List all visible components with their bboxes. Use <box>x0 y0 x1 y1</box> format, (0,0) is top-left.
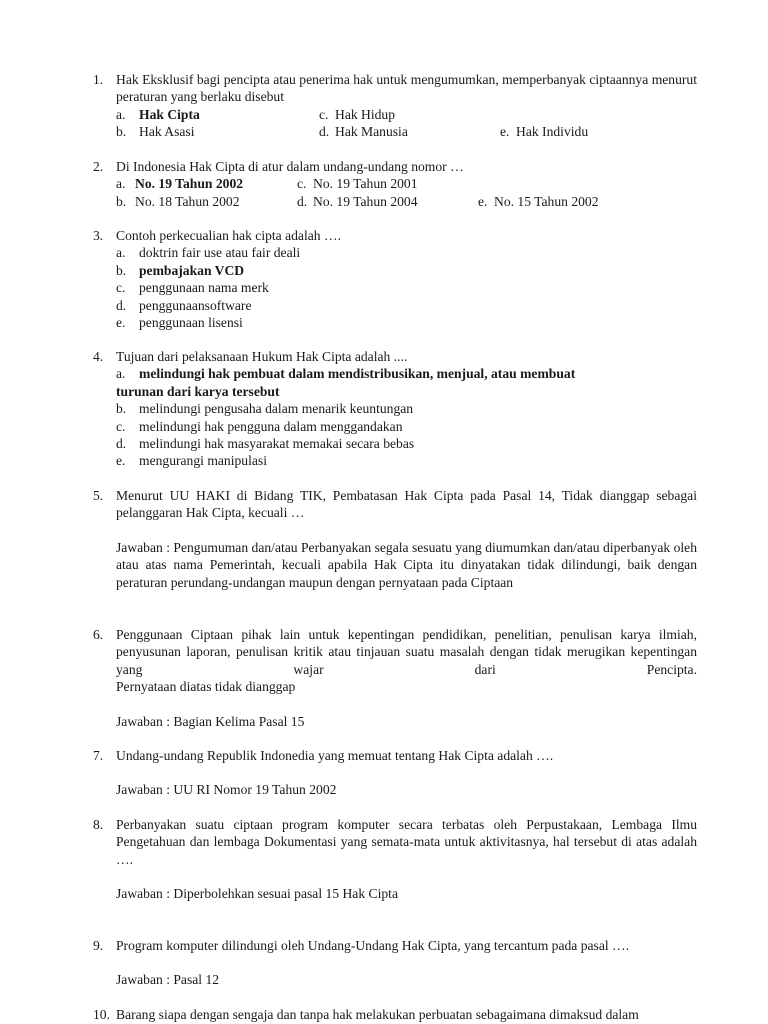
question-number: 3. <box>93 228 104 243</box>
option-text: Hak Individu <box>516 124 589 140</box>
option-item <box>116 244 697 261</box>
option-letter: a. <box>116 366 126 382</box>
question-text-cont: Pernyataan diatas tidak dianggap <box>116 679 296 695</box>
option-text: melindungi hak pengguna dalam menggandakan <box>139 418 403 434</box>
option-letter: a. <box>116 176 126 192</box>
option-letter: b. <box>116 262 127 278</box>
option-letter: e. <box>478 193 488 209</box>
question-1 <box>93 71 697 141</box>
question-3 <box>93 227 697 331</box>
question-text: Hak Eksklusif bagi pencipta atau penerima hak untuk mengumumkan, memperbanyak ciptaannya menurut peraturan yang berlaku disebut <box>116 72 697 105</box>
option-letter: b. <box>116 124 127 140</box>
answer-text: Jawaban : Pengumuman dan/atau Perbanyakan segala sesuatu yang diumumkan dan/atau diperbanyak oleh atau atas nama Pemerintah, kecuali apabila Hak Cipta itu dinyatakan tidak dilindungi, baik dengan peraturan perundang-undangan maupun dengan pernyataan pada Ciptaan <box>116 539 697 590</box>
question-number: 10. <box>93 1007 110 1022</box>
option-letter: e. <box>116 453 126 469</box>
question-text: Program komputer dilindungi oleh Undang-Undang Hak Cipta, yang tercantum pada pasal …. <box>116 938 630 953</box>
question-text: Contoh perkecualian hak cipta adalah …. <box>116 228 341 243</box>
option-text: Hak Manusia <box>335 124 408 140</box>
question-number: 6. <box>93 627 104 642</box>
option-text-correct: Hak Cipta <box>139 106 200 122</box>
option-item <box>116 435 697 452</box>
question-text: Tujuan dari pelaksanaan Hukum Hak Cipta adalah .... <box>116 349 408 364</box>
question-number: 4. <box>93 349 104 364</box>
question-number: 1. <box>93 72 104 87</box>
option-text: mengurangi manipulasi <box>139 453 267 469</box>
option-letter: a. <box>116 106 126 122</box>
question-10 <box>93 1006 697 1023</box>
option-letter: d. <box>297 193 308 209</box>
option-letter: c. <box>116 280 126 296</box>
question-5 <box>93 487 697 591</box>
answer-text: Jawaban : Bagian Kelima Pasal 15 <box>116 713 305 729</box>
answer-text: Jawaban : Diperbolehkan sesuai pasal 15 Hak Cipta <box>116 886 398 902</box>
option-row <box>116 193 697 210</box>
option-letter: b. <box>116 193 127 209</box>
question-8 <box>93 816 697 903</box>
option-text: Hak Hidup <box>335 106 396 122</box>
question-number: 2. <box>93 159 104 174</box>
question-2 <box>93 158 697 210</box>
question-text: Di Indonesia Hak Cipta di atur dalam undang-undang nomor … <box>116 159 464 174</box>
option-item <box>116 418 697 435</box>
option-letter: c. <box>116 418 126 434</box>
option-text-correct: No. 19 Tahun 2002 <box>135 176 244 192</box>
question-number: 9. <box>93 938 104 953</box>
option-letter: d. <box>319 124 330 140</box>
question-text: Barang siapa dengan sengaja dan tanpa hak melakukan perbuatan sebagaimana dimaksud dalam <box>116 1007 639 1022</box>
option-letter: d. <box>116 436 127 452</box>
option-text: Hak Asasi <box>139 124 195 140</box>
option-text-correct: melindungi hak pembuat dalam mendistribusikan, menjual, atau membuat <box>139 366 576 382</box>
option-text: No. 19 Tahun 2001 <box>313 176 418 192</box>
answer-text: Jawaban : Pasal 12 <box>116 972 220 988</box>
option-row <box>116 123 697 140</box>
option-letter: d. <box>116 297 127 313</box>
option-letter: c. <box>297 176 307 192</box>
question-number: 5. <box>93 488 104 503</box>
option-item <box>116 452 697 469</box>
option-item <box>116 314 697 331</box>
option-letter: e. <box>116 315 126 331</box>
option-text-correct: pembajakan VCD <box>139 262 245 278</box>
option-text: doktrin fair use atau fair deali <box>139 245 301 261</box>
question-7 <box>93 747 697 799</box>
question-text: Undang-undang Republik Indonedia yang memuat tentang Hak Cipta adalah …. <box>116 748 554 763</box>
option-item <box>116 262 697 279</box>
option-item <box>116 297 697 314</box>
question-9 <box>93 937 697 989</box>
question-text: Menurut UU HAKI di Bidang TIK, Pembatasan Hak Cipta pada Pasal 14, Tidak dianggap sebagai pelanggaran Hak Cipta, kecuali … <box>116 488 697 521</box>
option-item <box>116 279 697 296</box>
answer-text: Jawaban : UU RI Nomor 19 Tahun 2002 <box>116 782 337 798</box>
question-text: Perbanyakan suatu ciptaan program komputer secara terbatas oleh Perpustakaan, Lembaga Ilmu Pengetahuan dan lembaga Dokumentasi yang semata-mata untuk aktivitasnya, hal tersebut di atas adalah …. <box>116 817 697 867</box>
option-item <box>116 365 697 382</box>
question-number: 7. <box>93 748 104 763</box>
option-text: No. 15 Tahun 2002 <box>494 193 599 209</box>
option-text: penggunaan lisensi <box>139 315 243 331</box>
question-4 <box>93 348 697 470</box>
option-letter: e. <box>500 124 510 140</box>
question-number: 8. <box>93 817 104 832</box>
option-text: melindungi pengusaha dalam menarik keuntungan <box>139 401 414 417</box>
option-letter: c. <box>319 106 329 122</box>
question-6 <box>93 626 697 730</box>
option-text: penggunaansoftware <box>139 297 252 313</box>
option-text: penggunaan nama merk <box>139 280 269 296</box>
option-text: melindungi hak masyarakat memakai secara bebas <box>139 436 415 452</box>
option-text-correct-cont: turunan dari karya tersebut <box>116 383 280 399</box>
option-letter: a. <box>116 245 126 261</box>
option-text: No. 18 Tahun 2002 <box>135 193 240 209</box>
option-letter: b. <box>116 401 127 417</box>
option-row <box>116 106 697 123</box>
option-row <box>116 175 697 192</box>
question-text: Penggunaan Ciptaan pihak lain untuk kepentingan pendidikan, penelitian, penulisan karya ilmiah, penyusunan laporan, penulisan kritik atau tinjauan suatu masalah dengan tidak merugikan kepentingan yang wajar dari Pencipta. <box>116 627 697 677</box>
option-item <box>116 400 697 417</box>
option-text: No. 19 Tahun 2004 <box>313 193 418 209</box>
